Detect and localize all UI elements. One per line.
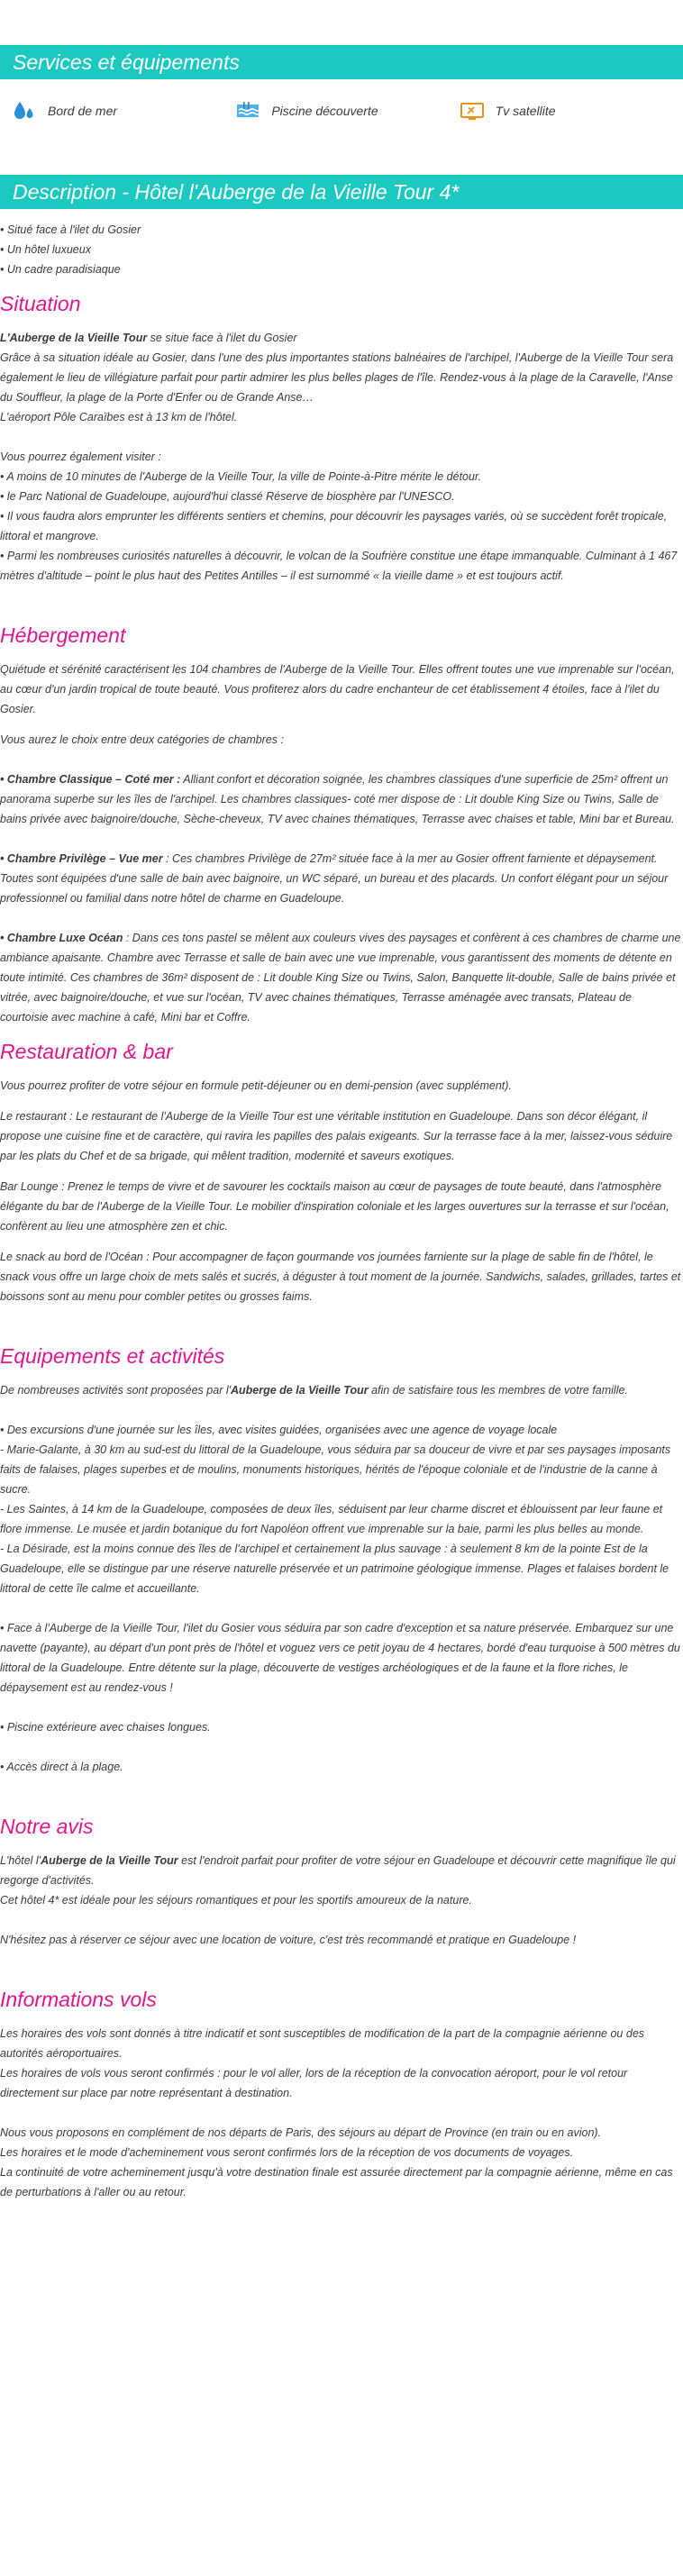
- excursion-item: - Les Saintes, à 14 km de la Guadeloupe, composées de deux îles, séduisent par leur charme discret et éblouissent par leur faune et flore immense. Le musée et jardin botanique du fort Napoléon offrent vue imprenable sur la baie, parmi les plus belles au monde.: [0, 1503, 663, 1535]
- description-title: Description - Hôtel l'Auberge de la Vieille Tour 4*: [13, 180, 460, 204]
- vols-paragraph: Les horaires de vols vous seront confirmés : pour le vol aller, lors de la réception de la convocation aéroport, pour le vol retour directement sur place par notre représentant à destination.: [0, 2067, 628, 2099]
- restauration-paragraph: Le snack au bord de l'Océan : Pour accompagner de façon gourmande vos journées farniente sur la plage de sable fin de l'hôtel, le snack vous offre un large choix de mets salés et sucrés, à déguster à tout moment de la journée. Sandwichs, salades, grillades, tartes et boissons sont au menu pour combler petites ou grosses faims.: [0, 1251, 681, 1303]
- situation-intro: L'Auberge de la Vieille Tour se situe face à l'ilet du Gosier: [0, 332, 297, 344]
- services-list: [0, 94, 683, 128]
- restauration-paragraph: Le restaurant : Le restaurant de l'Auberge de la Vieille Tour est une véritable institution en Guadeloupe. Dans son décor élégant, il propose une cuisine fine et de caractère, qui ravira les papilles des palais exigeants. Sur la terrasse face à la mer, laissez-vous séduire par les plats du Chef et de sa brigade, qui mêlent tradition, modernité et saveurs exotiques.: [0, 1110, 673, 1162]
- excursion-item: - Marie-Galante, à 30 km au sud-est du littoral de la Guadeloupe, vous séduira par sa douceur de vivre et par ses paysages imposants faits de falaises, plages superbes et de moulins, monuments historiques, hérités de l'époque coloniale et de l'industrie de la canne à sucre.: [0, 1443, 671, 1496]
- room-luxe: • Chambre Luxe Océan : Dans ces tons pastel se mêlent aux couleurs vives des paysages et confèrent à ces chambres de charme une ambiance apaisante. Chambre avec Terrasse et salle de bain avec une vue imprenable, vous garantissent des moments de détente en toute intimité. Ces chambres de 36m² disposent de : Lit double King Size ou Twins, Salon, Banquette lit-double, Salle de bains privée et vitrée, avec baignoire/douche, et vue sur l'océan, TV avec chaines thématiques, Terrasse aménagée avec transats, Plateau de courtoisie avec machine à café, Mini bar et Coffre.: [0, 932, 681, 1024]
- equipements-heading: Equipements et activités: [0, 1344, 225, 1368]
- room-name: • Chambre Privilège – Vue mer: [0, 852, 163, 865]
- vols-paragraph: Les horaires des vols sont donnés à titre indicatif et sont susceptibles de modification de la part de la compagnie aérienne ou des autorités aéroportuaires.: [0, 2027, 645, 2060]
- room-name: • Chambre Luxe Océan: [0, 932, 123, 944]
- room-name: • Chambre Classique – Coté mer :: [0, 773, 181, 786]
- visit-item: • A moins de 10 minutes de l'Auberge de la Vieille Tour, la ville de Pointe-à-Pitre mérite le détour.: [0, 470, 482, 483]
- situation-heading: Situation: [0, 292, 81, 315]
- swimming-pool-icon: [235, 100, 260, 122]
- avis-line: Cet hôtel 4* est idéale pour les séjours romantiques et pour les sportifs amoureux de la nature.: [0, 1894, 472, 1907]
- service-label: Tv satellite: [495, 104, 556, 118]
- room-privilege: • Chambre Privilège – Vue mer : Ces chambres Privilège de 27m² située face à la mer au Gosier offrent farniente et dépaysement. Toutes sont équipées d'une salle de bain avec baignoire, un WC séparé, un bureau et des placards. Un confort élégant pour un séjour professionnel ou familial dans notre hôtel de charme en Guadeloupe.: [0, 852, 669, 905]
- service-item-piscine: [235, 100, 459, 122]
- excursion-item: - La Désirade, est la moins connue des îles de l'archipel et certainement la plus sauvage : à seulement 8 km de la pointe Est de la Guadeloupe, elle se distingue par une réserve naturelle préservée et un patrimoine géologique immense. Plages et falaises bordent le littoral de cette île calme et accueillante.: [0, 1543, 669, 1595]
- hotel-name: Auberge de la Vieille Tour: [41, 1854, 178, 1867]
- hebergement-heading: Hébergement: [0, 624, 126, 647]
- description-highlights: [0, 220, 681, 279]
- room-classique: • Chambre Classique – Coté mer : Alliant confort et décoration soignée, les chambres classiques d'une superficie de 25m² offrent un panorama superbe sur les îles de l'archipel. Les chambres classiques- coté mer dispose de : Lit double King Size ou Twins, Salle de bains privée avec baignoire/douche, Sèche-cheveux, TV avec chaines thématiques, Terrasse avec chaises et table, Mini bar et Bureau.: [0, 773, 675, 825]
- satellite-tv-icon: [460, 100, 485, 122]
- service-label: Piscine découverte: [271, 104, 378, 118]
- avis-paragraph: L'hôtel l'Auberge de la Vieille Tour est l'endroit parfait pour profiter de votre séjour en Guadeloupe et découvrir cette magnifique île qui regorge d'activités.: [0, 1854, 676, 1887]
- description-content: [0, 220, 683, 2202]
- highlight-item: • Un cadre paradisiaque: [0, 263, 121, 276]
- service-item-bord-de-mer: [12, 100, 235, 122]
- hebergement-choice: Vous aurez le choix entre deux catégories de chambres :: [0, 733, 284, 746]
- situation-paragraph: Grâce à sa situation idéale au Gosier, dans l'une des plus importantes stations balnéaires de l'archipel, l'Auberge de la Vieille Tour sera également le lieu de villégiature parfait pour partir admirer les plus belles plages de l'île. Rendez-vous à la plage de la Caravelle, l'Anse du Souffleur, la plage de la Porte d'Enfer ou de Grande Anse…: [0, 351, 674, 404]
- situation-airport: L'aéroport Pôle Caraïbes est à 13 km de l'hôtel.: [0, 411, 238, 423]
- vols-paragraph: Nous vous proposons en complément de nos départs de Paris, des séjours au départ de Province (en train ou en avion).: [0, 2126, 602, 2139]
- highlight-item: • Un hôtel luxueux: [0, 243, 91, 256]
- equipements-intro: De nombreuses activités sont proposées par l'Auberge de la Vieille Tour afin de satisfaire tous les membres de votre famille.: [0, 1384, 628, 1397]
- vols-paragraph: Les horaires et le mode d'acheminement vous seront confirmés lors de la réception de vos documents de voyages.: [0, 2146, 574, 2159]
- service-item-tv-satellite: [460, 100, 683, 122]
- vols-paragraph: La continuité de votre acheminement jusqu'à votre destination finale est assurée directement par la compagnie aérienne, même en cas de perturbations à l'aller ou au retour.: [0, 2166, 673, 2198]
- services-title: Services et équipements: [13, 50, 240, 74]
- restauration-paragraph: Bar Lounge : Prenez le temps de vivre et de savourer les cocktails maison au cœur de paysages de toute beauté, dans l'atmosphère élégante du bar de l'Auberge de la Vieille Tour. Le mobilier d'inspiration coloniale et les larges ouvertures sur la terrasse et sur l'océan, confèrent au lieu une atmosphère zen et chic.: [0, 1180, 669, 1233]
- plage-item: • Accès direct à la plage.: [0, 1761, 123, 1773]
- excursion-item: • Des excursions d'une journée sur les îles, avec visites guidées, organisées avec une agence de voyage locale: [0, 1424, 558, 1436]
- avis-line: N'hésitez pas à réserver ce séjour avec une location de voiture, c'est très recommandé et pratique en Guadeloupe !: [0, 1934, 577, 1946]
- hotel-name: Auberge de la Vieille Tour: [231, 1384, 369, 1397]
- visit-item: • le Parc National de Guadeloupe, aujourd'hui classé Réserve de biosphère par l'UNESCO.: [0, 490, 455, 503]
- service-label: Bord de mer: [48, 104, 118, 118]
- visit-item: • Parmi les nombreuses curiosités naturelles à découvrir, le volcan de la Soufrière constitue une étape immanquable. Culminant à 1 467 mètres d'altitude – point le plus haut des Petites Antilles – il est surnommé « la vieille dame » et est toujours actif.: [0, 550, 678, 582]
- avis-heading: Notre avis: [0, 1815, 94, 1838]
- water-drops-icon: [12, 100, 37, 122]
- visit-intro: Vous pourrez également visiter :: [0, 451, 161, 463]
- restauration-heading: Restauration & bar: [0, 1040, 173, 1063]
- services-title-band: [0, 45, 683, 79]
- visit-item: • Il vous faudra alors emprunter les différents sentiers et chemins, pour découvrir les paysages variés, où se succèdent forêt tropicale, littoral et mangrove.: [0, 510, 668, 542]
- ilet-paragraph: • Face à l'Auberge de la Vieille Tour, l'ilet du Gosier vous séduira par son cadre d'exception et sa nature préservée. Embarquez sur une navette (payante), au départ d'un pont près de l'hôtel et voguez vers ce petit joyau de 4 hectares, bordé d'eau turquoise à 500 mètres du littoral de la Guadeloupe. Entre détente sur la plage, découverte de vestiges archéologiques et de la faune et la flore riches, le dépaysement est au rendez-vous !: [0, 1622, 680, 1694]
- vols-heading: Informations vols: [0, 1988, 157, 2011]
- hotel-name: L'Auberge de la Vieille Tour: [0, 332, 148, 344]
- hebergement-intro: Quiétude et sérénité caractérisent les 104 chambres de l'Auberge de la Vieille Tour. Elles offrent toutes une vue imprenable sur l'océan, au cœur d'un jardin tropical de toute beauté. Vous profiterez alors du cadre enchanteur de cet établissement 4 étoiles, face à l'ilet du Gosier.: [0, 663, 675, 715]
- piscine-item: • Piscine extérieure avec chaises longues.: [0, 1721, 211, 1734]
- restauration-paragraph: Vous pourrez profiter de votre séjour en formule petit-déjeuner ou en demi-pension (avec supplément).: [0, 1079, 512, 1092]
- description-title-band: [0, 175, 683, 209]
- highlight-item: • Situé face à l'ilet du Gosier: [0, 223, 141, 236]
